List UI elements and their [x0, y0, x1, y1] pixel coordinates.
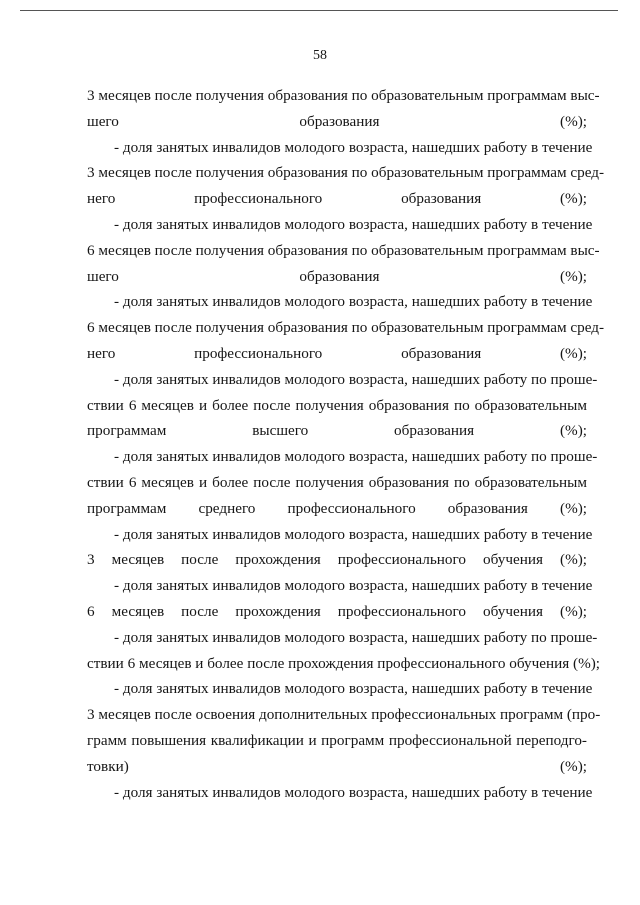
- text-line: 3 месяцев после освоения дополнительных профессиональных программ (про-: [87, 706, 601, 724]
- text-line: ствии 6 месяцев и более после прохождения профессионального обучения (%);: [87, 654, 600, 672]
- text-line: 3 месяцев после получения образования по образовательным программам выс-: [87, 87, 600, 104]
- text-line: него профессионального образования (%);: [87, 190, 587, 208]
- text-line: 6 месяцев после прохождения профессионального обучения (%);: [87, 602, 587, 620]
- text-line: него профессионального образования (%);: [87, 344, 587, 362]
- body-text: [87, 83, 605, 805]
- top-rule: [20, 10, 618, 11]
- text-line: - доля занятых инвалидов молодого возраста, нашедших работу по проше-: [114, 448, 598, 466]
- text-line: программам среднего профессионального образования (%);: [87, 499, 587, 517]
- text-line: 6 месяцев после получения образования по образовательным программам сред-: [87, 319, 605, 337]
- text-line: - доля занятых инвалидов молодого возраста, нашедших работу в течение: [114, 577, 593, 595]
- text-line: - доля занятых инвалидов молодого возраста, нашедших работу в течение: [114, 293, 593, 311]
- text-line: товки) (%);: [87, 757, 587, 775]
- text-line: грамм повышения квалификации и программ профессиональной переподго-: [87, 731, 587, 749]
- text-line: шего образования (%);: [87, 112, 587, 130]
- text-line: шего образования (%);: [87, 267, 587, 285]
- text-line: - доля занятых инвалидов молодого возраста, нашедших работу в течение: [114, 525, 593, 543]
- text-line: - доля занятых инвалидов молодого возраста, нашедших работу по проше-: [114, 628, 598, 646]
- text-line: - доля занятых инвалидов молодого возраста, нашедших работу в течение: [114, 138, 593, 156]
- text-line: - доля занятых инвалидов молодого возраста, нашедших работу в течение: [114, 783, 593, 801]
- text-line: программам высшего образования (%);: [87, 422, 587, 440]
- text-line: - доля занятых инвалидов молодого возраста, нашедших работу в течение: [114, 680, 593, 698]
- text-line: 6 месяцев после получения образования по образовательным программам выс-: [87, 241, 600, 259]
- text-line: ствии 6 месяцев и более после получения образования по образовательным: [87, 473, 587, 491]
- page-number: 58: [313, 48, 327, 63]
- text-line: 3 месяцев после получения образования по образовательным программам сред-: [87, 164, 605, 182]
- text-line: 3 месяцев после прохождения профессионального обучения (%);: [87, 551, 587, 569]
- text-line: ствии 6 месяцев и более после получения образования по образовательным: [87, 396, 587, 414]
- text-line: - доля занятых инвалидов молодого возраста, нашедших работу по проше-: [114, 370, 598, 388]
- text-line: - доля занятых инвалидов молодого возраста, нашедших работу в течение: [114, 215, 593, 233]
